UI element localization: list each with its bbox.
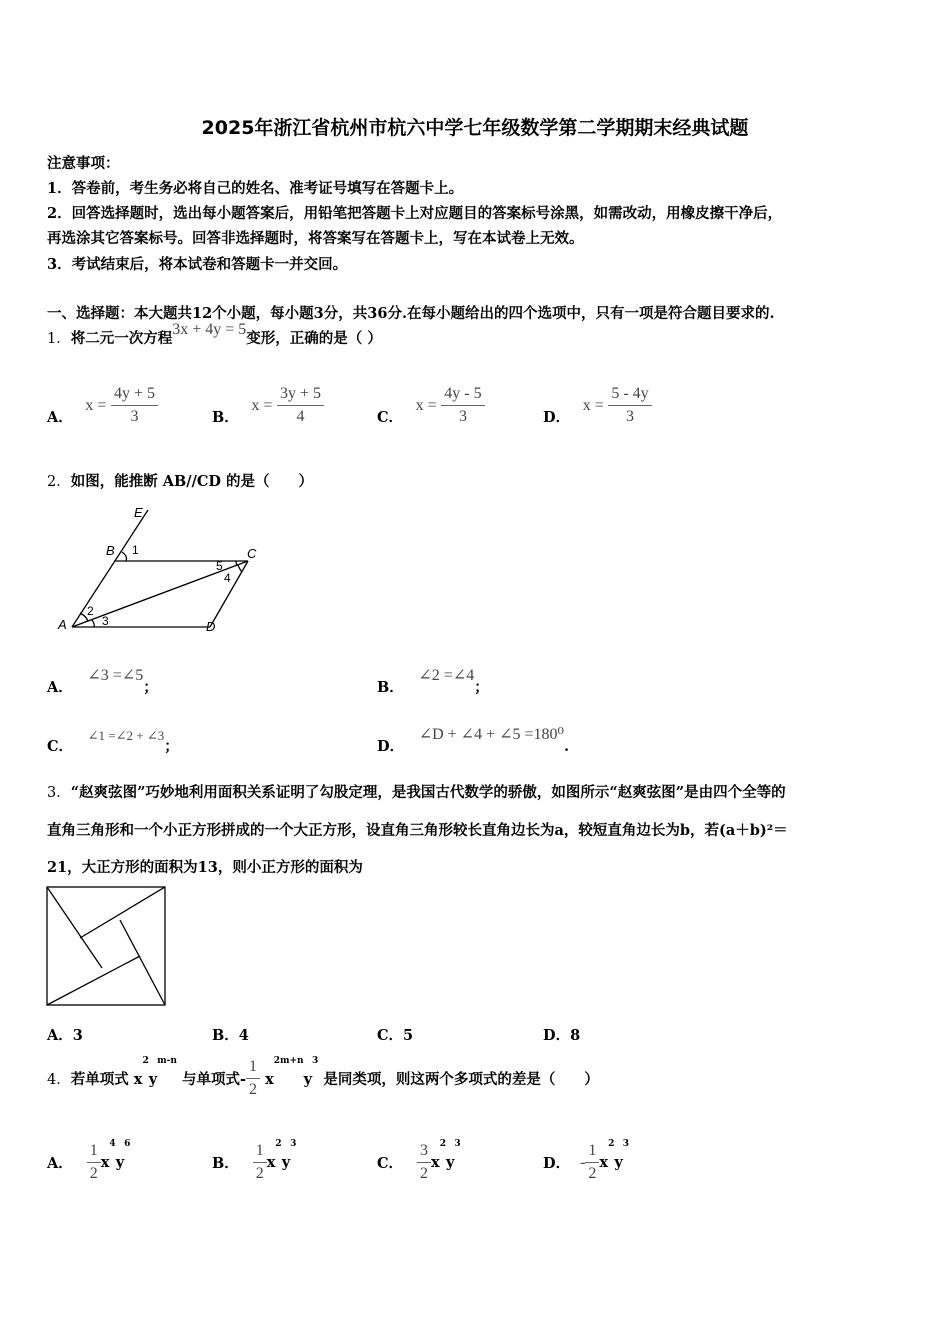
option-fraction: $\frac{3y + 5}{4}$ <box>277 383 324 428</box>
option-fraction: $\frac{4y + 5}{3}$ <box>111 383 158 428</box>
option-expr: ∠1 =∠2 + ∠3 <box>87 728 165 743</box>
question-text: 若单项式 $x^2y^{m-n}$ 与单项式- <box>70 1055 247 1088</box>
option-label: D． <box>543 1027 571 1044</box>
q2-option-c[interactable] <box>47 724 179 755</box>
angle-arc-3 <box>92 620 94 627</box>
label-e: E <box>134 505 143 520</box>
option-label: A． <box>47 1027 73 1044</box>
option-label: C． <box>377 1027 404 1044</box>
option-tail: . <box>563 738 570 755</box>
option-fraction: $\frac{1}{2}$ <box>585 1140 599 1185</box>
q2-option-a[interactable] <box>47 664 158 696</box>
question-number: 3． <box>47 785 71 801</box>
q1-option-c[interactable] <box>377 383 485 428</box>
angle-arc-5 <box>236 561 237 566</box>
angle-arc-4 <box>238 565 242 572</box>
option-lhs: x = <box>415 396 437 414</box>
option-tail: ； <box>164 738 179 755</box>
question-number: 1． <box>47 331 71 347</box>
q4-option-b[interactable] <box>212 1140 296 1185</box>
option-fraction: $\frac{3}{2}$ <box>417 1140 431 1185</box>
question-4 <box>47 1056 599 1101</box>
question-text: 如图，能推断 AB//CD 的是（ ） <box>70 473 314 490</box>
option-label: D． <box>543 408 571 426</box>
option-expr: ∠3 =∠5 <box>87 667 144 684</box>
notice-item: 1．答卷前，考生务必将自己的姓名、准考证号填写在答题卡上。 <box>47 180 464 197</box>
q4-option-c[interactable] <box>377 1140 461 1185</box>
q1-option-b[interactable] <box>212 383 324 428</box>
question-text: 变形，正确的是（ ） <box>246 330 382 347</box>
option-lhs: x = <box>85 396 107 414</box>
label-d: D <box>206 619 216 634</box>
notice-item: 3．考试结束后，将本试卷和答题卡一并交回。 <box>47 256 348 273</box>
option-expr: ∠D + ∠4 + ∠5 =180⁰ <box>418 726 564 743</box>
option-fraction: $\frac{5 - 4y}{3}$ <box>608 383 651 428</box>
option-label: C． <box>47 738 74 755</box>
option-label: C． <box>377 1155 404 1172</box>
option-label: A． <box>47 1155 73 1172</box>
option-label: B． <box>212 408 239 426</box>
option-expr: ∠2 =∠4 <box>418 667 475 684</box>
option-label: B． <box>377 679 404 696</box>
section-heading: 一、选择题：本大题共12个小题，每小题3分，共36分.在每小题给出的四个选项中，只有一项是符合题目要求的. <box>47 305 775 322</box>
q1-option-a[interactable] <box>47 383 158 428</box>
angle-1: 1 <box>132 543 139 557</box>
q2-option-b[interactable] <box>377 664 489 696</box>
question-text: “赵爽弦图”巧妙地利用面积关系证明了勾股定理，是我国古代数学的骄傲，如图所示“赵爽弦图”是由四个全等的 <box>70 784 786 801</box>
page-title: 2025年浙江省杭州市杭六中学七年级数学第二学期期末经典试题 <box>201 117 749 139</box>
option-term: $x^2y^3$ <box>266 1138 297 1171</box>
option-label: A． <box>47 408 73 426</box>
angle-arc-1 <box>122 552 127 561</box>
q3-option-b[interactable] <box>212 1024 249 1045</box>
notice-item: 2．回答选择题时，选出每小题答案后，用铅笔把答题卡上对应题目的答案标号涂黑，如需改动，用橡皮擦干净后， <box>47 205 783 222</box>
notice-heading: 注意事项： <box>47 155 120 172</box>
question-text: $x^{2m+n}y^3$ 是同类项，则这两个多项式的差是（ ） <box>260 1055 599 1088</box>
notice-item: 再选涂其它答案标号。回答非选择题时，将答案写在答题卡上，写在本试卷上无效。 <box>47 230 584 247</box>
option-fraction: $\frac{1}{2}$ <box>87 1140 101 1185</box>
question-text: 将二元一次方程 <box>70 330 173 347</box>
option-tail: ； <box>143 679 158 696</box>
outer-square <box>47 887 165 1005</box>
question-3 <box>47 781 786 802</box>
option-term: $x^2y^3$ <box>599 1138 630 1171</box>
label-c: C <box>247 546 257 561</box>
q4-option-d[interactable]: D． - $\frac{1}{2}$ $x^2y^3$ <box>543 1140 629 1185</box>
option-label: A． <box>47 679 73 696</box>
q2-figure <box>50 500 270 640</box>
option-lhs: x = <box>251 396 273 414</box>
option-term: $x^2y^3$ <box>431 1138 461 1171</box>
option-label: B． <box>212 1155 239 1172</box>
option-tail: ； <box>474 679 489 696</box>
q3-figure <box>46 886 168 1008</box>
q3-option-c[interactable] <box>377 1024 413 1045</box>
option-label: C． <box>377 408 404 426</box>
q4-option-a[interactable] <box>47 1140 130 1185</box>
option-value: 3 <box>72 1027 83 1044</box>
angle-5: 5 <box>216 559 223 573</box>
label-a: A <box>58 617 67 632</box>
option-fraction: $\frac{1}{2}$ <box>253 1140 267 1185</box>
q3-option-d[interactable] <box>543 1024 580 1045</box>
q2-option-d[interactable] <box>377 723 570 755</box>
question-text: 直角三角形和一个小正方形拼成的一个大正方形，设直角三角形较长直角边长为a，较短直角边长为b，若(a＋b)²＝ <box>47 822 788 839</box>
question-number: 2． <box>47 474 71 490</box>
option-label: D． <box>543 1155 571 1172</box>
option-value: 4 <box>238 1027 249 1044</box>
question-1 <box>47 321 382 348</box>
q4-fraction: $\frac{1}{2}$ <box>246 1056 260 1101</box>
label-b: B <box>106 543 115 558</box>
question-text: 21，大正方形的面积为13，则小正方形的面积为 <box>47 859 363 876</box>
angle-3: 3 <box>102 614 109 628</box>
angle-4: 4 <box>224 571 231 585</box>
line-ae <box>72 510 148 627</box>
equation: 3x + 4y = 5 <box>172 321 247 338</box>
option-label: D． <box>377 738 405 755</box>
question-2 <box>47 470 313 491</box>
option-value: 8 <box>570 1027 581 1044</box>
q1-option-d[interactable] <box>543 383 652 428</box>
option-term: $x^4y^6$ <box>100 1138 131 1171</box>
option-lhs: x = <box>582 396 604 414</box>
question-number: 4． <box>47 1072 71 1088</box>
option-fraction: $\frac{4y - 5}{3}$ <box>441 383 484 428</box>
angle-2: 2 <box>87 604 94 618</box>
option-value: 5 <box>403 1027 414 1044</box>
q3-option-a[interactable] <box>47 1024 83 1045</box>
option-label: B． <box>212 1027 239 1044</box>
